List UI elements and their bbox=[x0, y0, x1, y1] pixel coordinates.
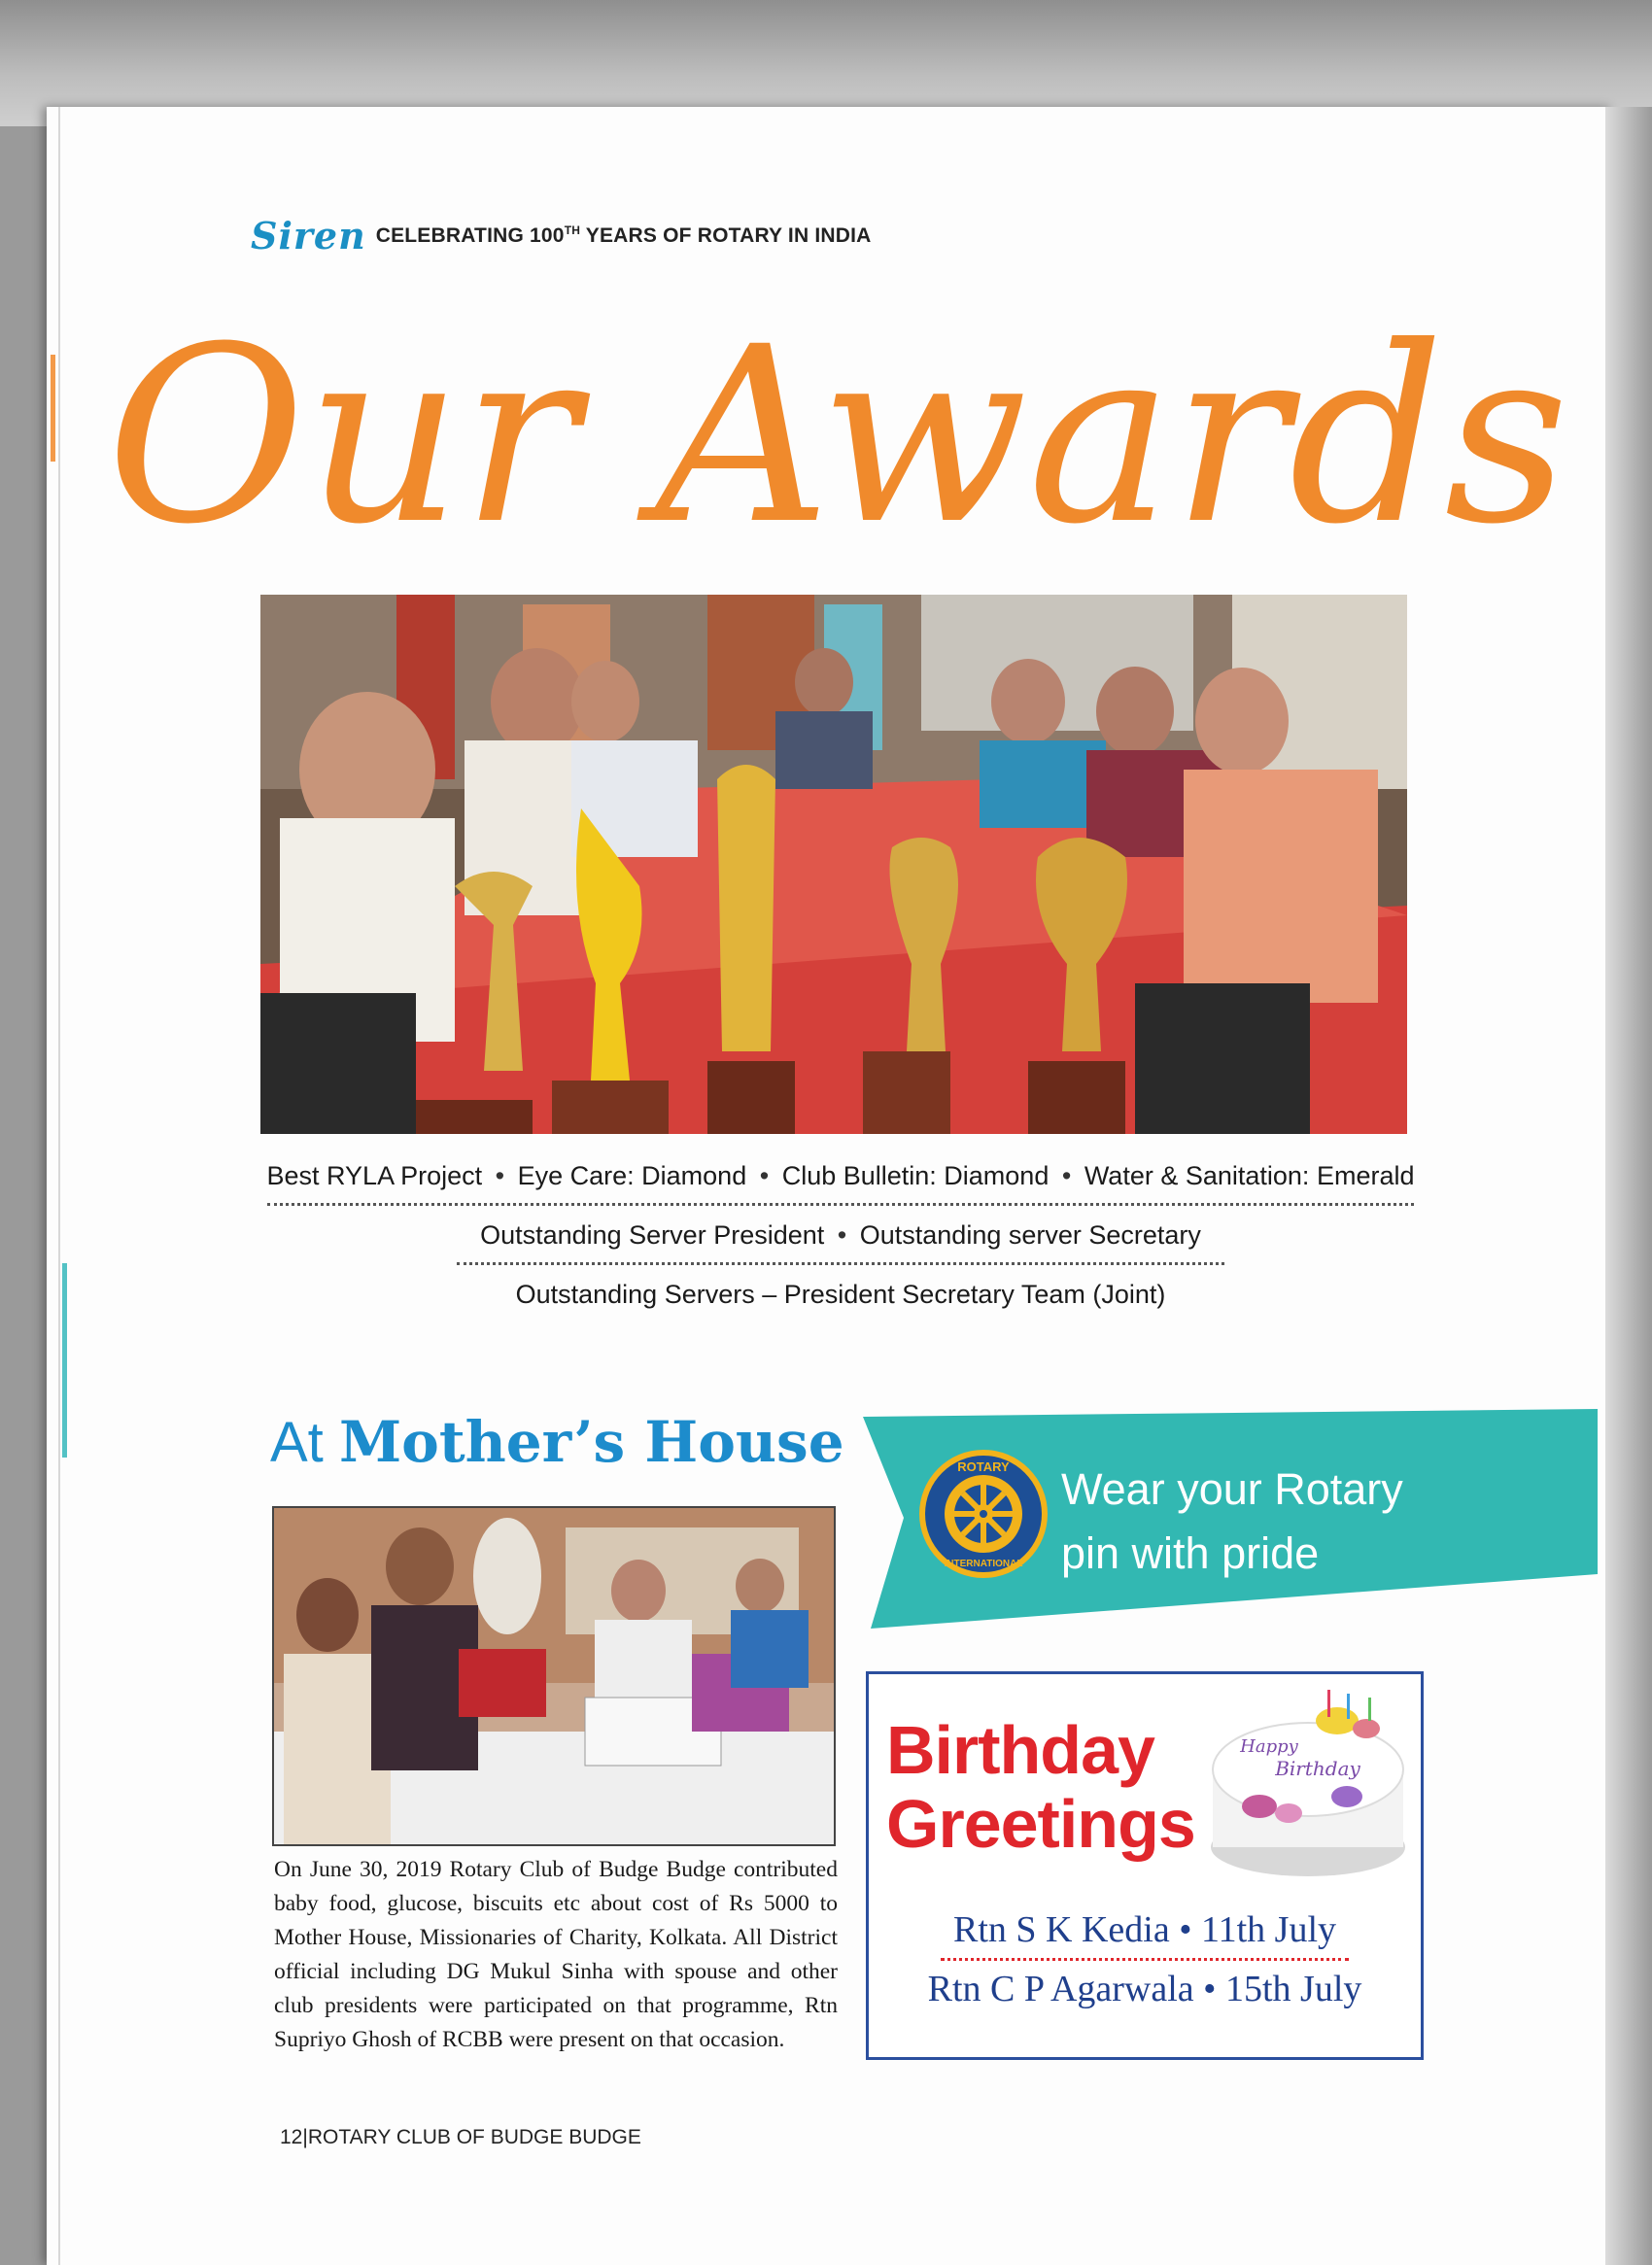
mothers-house-heading-prefix: At bbox=[270, 1411, 324, 1474]
siren-logo: Siren bbox=[251, 214, 366, 257]
page-header bbox=[251, 214, 872, 257]
birthday-person: Rtn C P Agarwala bbox=[927, 1969, 1194, 2009]
birthday-entry: Rtn S K Kedia • 11th July bbox=[952, 1909, 1337, 1950]
tagline-part1: CELEBRATING 100 bbox=[375, 224, 565, 247]
mothers-house-description: On June 30, 2019 Rotary Club of Budge Budge contributed baby food, glucose, biscuits etc about cost of Rs 5000 to Mother House, Missionaries of Charity, Kolkata. All District official including DG Mukul Sinha with spouse and other club presidents were participated on that programme, Rtn Supriyo Ghosh of RCBB were present on that occasion. bbox=[274, 1857, 838, 2052]
page-number: 12 bbox=[280, 2126, 303, 2148]
birthday-greetings-box bbox=[866, 1671, 1424, 2060]
page-footer bbox=[280, 2126, 641, 2149]
rotary-international-logo bbox=[917, 1448, 1050, 1580]
awards-photo-illustration bbox=[260, 595, 1407, 1134]
award-separator: • bbox=[837, 1220, 847, 1250]
birthday-date: 15th July bbox=[1224, 1969, 1362, 2009]
birthday-divider bbox=[941, 1958, 1349, 1961]
page-title bbox=[106, 294, 1569, 593]
footer-divider: | bbox=[302, 2126, 308, 2148]
header-tagline bbox=[376, 223, 872, 248]
tagline-superscript: TH bbox=[564, 223, 581, 237]
banner-line-1: Wear your Rotary bbox=[1061, 1464, 1403, 1514]
award-item: Outstanding Server President bbox=[480, 1220, 825, 1250]
birthday-title-line-1: Birthday bbox=[886, 1712, 1154, 1788]
awards-line-2 bbox=[262, 1216, 1419, 1254]
title-script-svg bbox=[106, 294, 1569, 593]
mothers-house-heading-main: Mother’s House bbox=[338, 1409, 844, 1475]
award-item: Outstanding server Secretary bbox=[859, 1220, 1201, 1250]
awards-line-1 bbox=[262, 1156, 1419, 1195]
scan-right-edge bbox=[1605, 107, 1652, 2265]
rotary-logo-top-text: ROTARY bbox=[957, 1459, 1010, 1474]
dotted-divider bbox=[267, 1203, 1414, 1206]
award-item: Water & Sanitation: Emerald bbox=[1084, 1161, 1415, 1190]
awards-line-3: Outstanding Servers – President Secretary Team (Joint) bbox=[515, 1280, 1166, 1309]
teal-edge-marker bbox=[62, 1263, 67, 1458]
cake-text-1: Happy bbox=[1240, 1736, 1298, 1757]
award-item: Club Bulletin: Diamond bbox=[781, 1161, 1050, 1190]
award-item: Best RYLA Project bbox=[266, 1161, 483, 1190]
awards-list bbox=[262, 1156, 1419, 1314]
birthday-date: 11th July bbox=[1201, 1909, 1337, 1950]
footer-club-name: ROTARY CLUB OF BUDGE BUDGE bbox=[307, 2126, 641, 2148]
awards-group-photo bbox=[260, 595, 1407, 1134]
award-separator: • bbox=[759, 1161, 770, 1190]
award-item: Eye Care: Diamond bbox=[517, 1161, 747, 1190]
birthday-greetings-title bbox=[886, 1713, 1195, 1861]
orange-edge-marker bbox=[51, 355, 55, 462]
mothers-house-photo bbox=[272, 1506, 836, 1846]
mothers-house-heading bbox=[270, 1409, 844, 1475]
cake-illustration bbox=[1201, 1682, 1415, 1882]
award-separator: • bbox=[495, 1161, 505, 1190]
birthday-title-line-2: Greetings bbox=[886, 1786, 1195, 1862]
page-spine-edge bbox=[58, 107, 60, 2265]
rotary-banner-text bbox=[1061, 1458, 1403, 1586]
rotary-logo-bottom-text: INTERNATIONAL bbox=[944, 1559, 1023, 1569]
tagline-part2: YEARS OF ROTARY IN INDIA bbox=[580, 224, 872, 247]
birthday-list bbox=[869, 1905, 1421, 2013]
dotted-divider bbox=[457, 1262, 1224, 1265]
mothers-house-photo-illustration bbox=[274, 1508, 834, 1844]
title-text: Our Awards bbox=[106, 294, 1569, 577]
award-separator: • bbox=[1061, 1161, 1072, 1190]
cake-text-2: Birthday bbox=[1275, 1757, 1360, 1780]
birthday-cake-image bbox=[1201, 1682, 1415, 1882]
rotary-wheel-svg bbox=[917, 1448, 1050, 1580]
banner-line-2: pin with pride bbox=[1061, 1528, 1320, 1578]
birthday-entry: Rtn C P Agarwala • 15th July bbox=[927, 1969, 1362, 2009]
birthday-person: Rtn S K Kedia bbox=[952, 1909, 1170, 1950]
